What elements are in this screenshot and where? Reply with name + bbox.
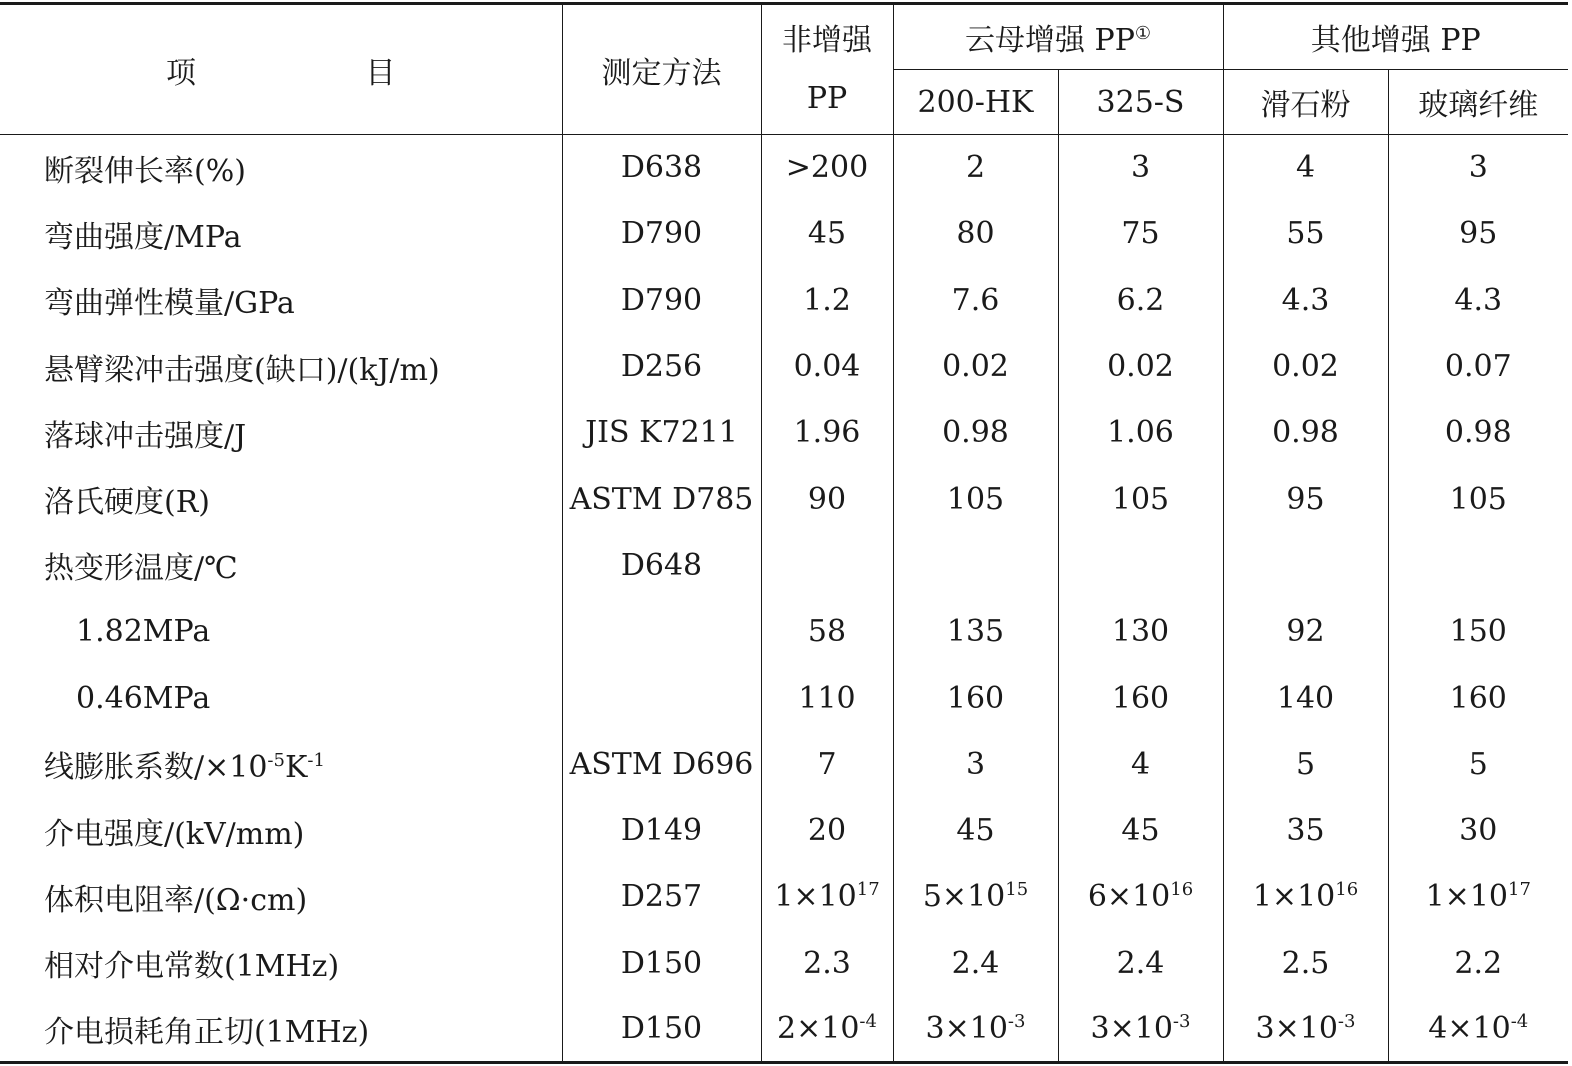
table-row	[0, 797, 1568, 863]
row-value: 45	[893, 797, 1058, 863]
row-value: $5\times 10^{15}$	[893, 864, 1058, 930]
row-value	[1223, 532, 1388, 598]
row-value: 5	[1388, 731, 1568, 797]
row-value: 0.98	[893, 400, 1058, 466]
row-value: 0.02	[1223, 333, 1388, 399]
row-value: 7.6	[893, 267, 1058, 333]
table-row	[0, 135, 1568, 201]
row-value: 0.07	[1388, 333, 1568, 399]
table-row	[0, 864, 1568, 930]
row-item: 悬臂梁冲击强度(缺口)/(kJ/m)	[44, 352, 440, 388]
row-value: 3	[1388, 135, 1568, 201]
row-value: 2.3	[761, 930, 893, 996]
row-value: 3	[893, 731, 1058, 797]
row-value	[1388, 532, 1568, 598]
row-value	[893, 532, 1058, 598]
row-value: 0.02	[893, 333, 1058, 399]
row-method: ASTM D696	[562, 731, 761, 797]
row-value: 4.3	[1223, 267, 1388, 333]
row-value: 110	[761, 665, 893, 731]
row-value: 3	[1058, 135, 1223, 201]
table-row	[0, 731, 1568, 797]
row-item: 热变形温度/℃	[44, 551, 238, 587]
table-row	[0, 400, 1568, 466]
row-value: 0.04	[761, 333, 893, 399]
header-325s: 325-S	[1058, 70, 1223, 135]
row-item: 洛氏硬度(R)	[44, 485, 210, 521]
row-value: 80	[893, 201, 1058, 267]
row-value: 1.06	[1058, 400, 1223, 466]
row-value: 0.02	[1058, 333, 1223, 399]
row-method: D790	[562, 201, 761, 267]
row-value	[761, 532, 893, 598]
row-value: 105	[893, 466, 1058, 532]
row-value: $3\times 10^{-3}$	[1058, 996, 1223, 1062]
row-value	[1058, 532, 1223, 598]
row-value: 1.96	[761, 400, 893, 466]
row-value: >200	[761, 135, 893, 201]
row-value: 2	[893, 135, 1058, 201]
footnote-mark: ①	[1134, 23, 1152, 44]
header-nonreinforced: 非增强 PP	[761, 4, 893, 135]
row-item: 相对介电常数(1MHz)	[44, 949, 340, 985]
row-value: 105	[1058, 466, 1223, 532]
row-item: 线膨胀系数$/\times 10^{-5}K^{-1}$	[44, 750, 325, 786]
row-value: 95	[1223, 466, 1388, 532]
row-value: $6\times 10^{16}$	[1058, 864, 1223, 930]
table-row	[0, 267, 1568, 333]
row-method: D256	[562, 333, 761, 399]
row-value: 2.4	[1058, 930, 1223, 996]
row-value: $1\times 10^{17}$	[1388, 864, 1568, 930]
row-value: 105	[1388, 466, 1568, 532]
row-method: D648	[562, 532, 761, 598]
header-other-group: 其他增强 PP	[1223, 4, 1568, 70]
row-value: 160	[893, 665, 1058, 731]
table-row	[0, 201, 1568, 267]
table-row	[0, 333, 1568, 399]
row-method: D150	[562, 996, 761, 1062]
row-value: 90	[761, 466, 893, 532]
row-method: JIS K7211	[562, 400, 761, 466]
row-value: 55	[1223, 201, 1388, 267]
header-glass-fiber: 玻璃纤维	[1388, 70, 1568, 135]
row-value: 140	[1223, 665, 1388, 731]
properties-table	[0, 2, 1568, 1064]
row-value: 45	[1058, 797, 1223, 863]
row-value: 4	[1223, 135, 1388, 201]
table-row	[0, 599, 1568, 665]
row-value: $1\times 10^{16}$	[1223, 864, 1388, 930]
row-value: 1.2	[761, 267, 893, 333]
row-value: 5	[1223, 731, 1388, 797]
table-row	[0, 665, 1568, 731]
row-value: 2.4	[893, 930, 1058, 996]
row-item: 介电强度/(kV/mm)	[44, 816, 305, 852]
row-value: 45	[761, 201, 893, 267]
row-value: $2\times 10^{-4}$	[761, 996, 893, 1062]
row-value: $3\times 10^{-3}$	[893, 996, 1058, 1062]
header-200hk: 200-HK	[893, 70, 1058, 135]
row-value: 58	[761, 599, 893, 665]
row-method	[562, 665, 761, 731]
table-row	[0, 996, 1568, 1062]
row-value: 2.5	[1223, 930, 1388, 996]
row-value: $3\times 10^{-3}$	[1223, 996, 1388, 1062]
row-item: 断裂伸长率(%)	[44, 153, 246, 189]
row-method: ASTM D785	[562, 466, 761, 532]
row-value: 160	[1058, 665, 1223, 731]
row-method: D149	[562, 797, 761, 863]
row-value: 0.98	[1388, 400, 1568, 466]
table-row	[0, 930, 1568, 996]
row-value: 130	[1058, 599, 1223, 665]
row-method	[562, 599, 761, 665]
row-item: 1.82MPa	[76, 614, 211, 650]
header-method: 测定方法	[562, 4, 761, 135]
row-item: 弯曲强度/MPa	[44, 219, 242, 255]
row-value: 4.3	[1388, 267, 1568, 333]
row-method: D638	[562, 135, 761, 201]
row-value: 92	[1223, 599, 1388, 665]
table-body	[0, 135, 1568, 1063]
row-item: 落球冲击强度/J	[44, 418, 247, 454]
row-value: $1\times 10^{17}$	[761, 864, 893, 930]
table-row	[0, 466, 1568, 532]
header-talc: 滑石粉	[1223, 70, 1388, 135]
row-value: 35	[1223, 797, 1388, 863]
row-value: 4	[1058, 731, 1223, 797]
row-item: 体积电阻率/(Ω·cm)	[44, 882, 308, 918]
row-value: 7	[761, 731, 893, 797]
row-item: 介电损耗角正切(1MHz)	[44, 1014, 370, 1050]
row-value: 20	[761, 797, 893, 863]
row-method: D790	[562, 267, 761, 333]
row-value: 135	[893, 599, 1058, 665]
row-item: 0.46MPa	[76, 680, 211, 716]
row-value: 30	[1388, 797, 1568, 863]
row-value: 75	[1058, 201, 1223, 267]
header-item: 项 目	[0, 4, 562, 135]
row-value: 0.98	[1223, 400, 1388, 466]
row-value: 2.2	[1388, 930, 1568, 996]
row-value: 150	[1388, 599, 1568, 665]
row-value: 95	[1388, 201, 1568, 267]
row-value: $4\times 10^{-4}$	[1388, 996, 1568, 1062]
header-mica-group: 云母增强 PP①	[893, 4, 1223, 70]
row-method: D257	[562, 864, 761, 930]
table-row	[0, 532, 1568, 598]
row-item: 弯曲弹性模量/GPa	[44, 286, 295, 322]
row-method: D150	[562, 930, 761, 996]
row-value: 160	[1388, 665, 1568, 731]
row-value: 6.2	[1058, 267, 1223, 333]
header-row-1	[0, 4, 1568, 70]
